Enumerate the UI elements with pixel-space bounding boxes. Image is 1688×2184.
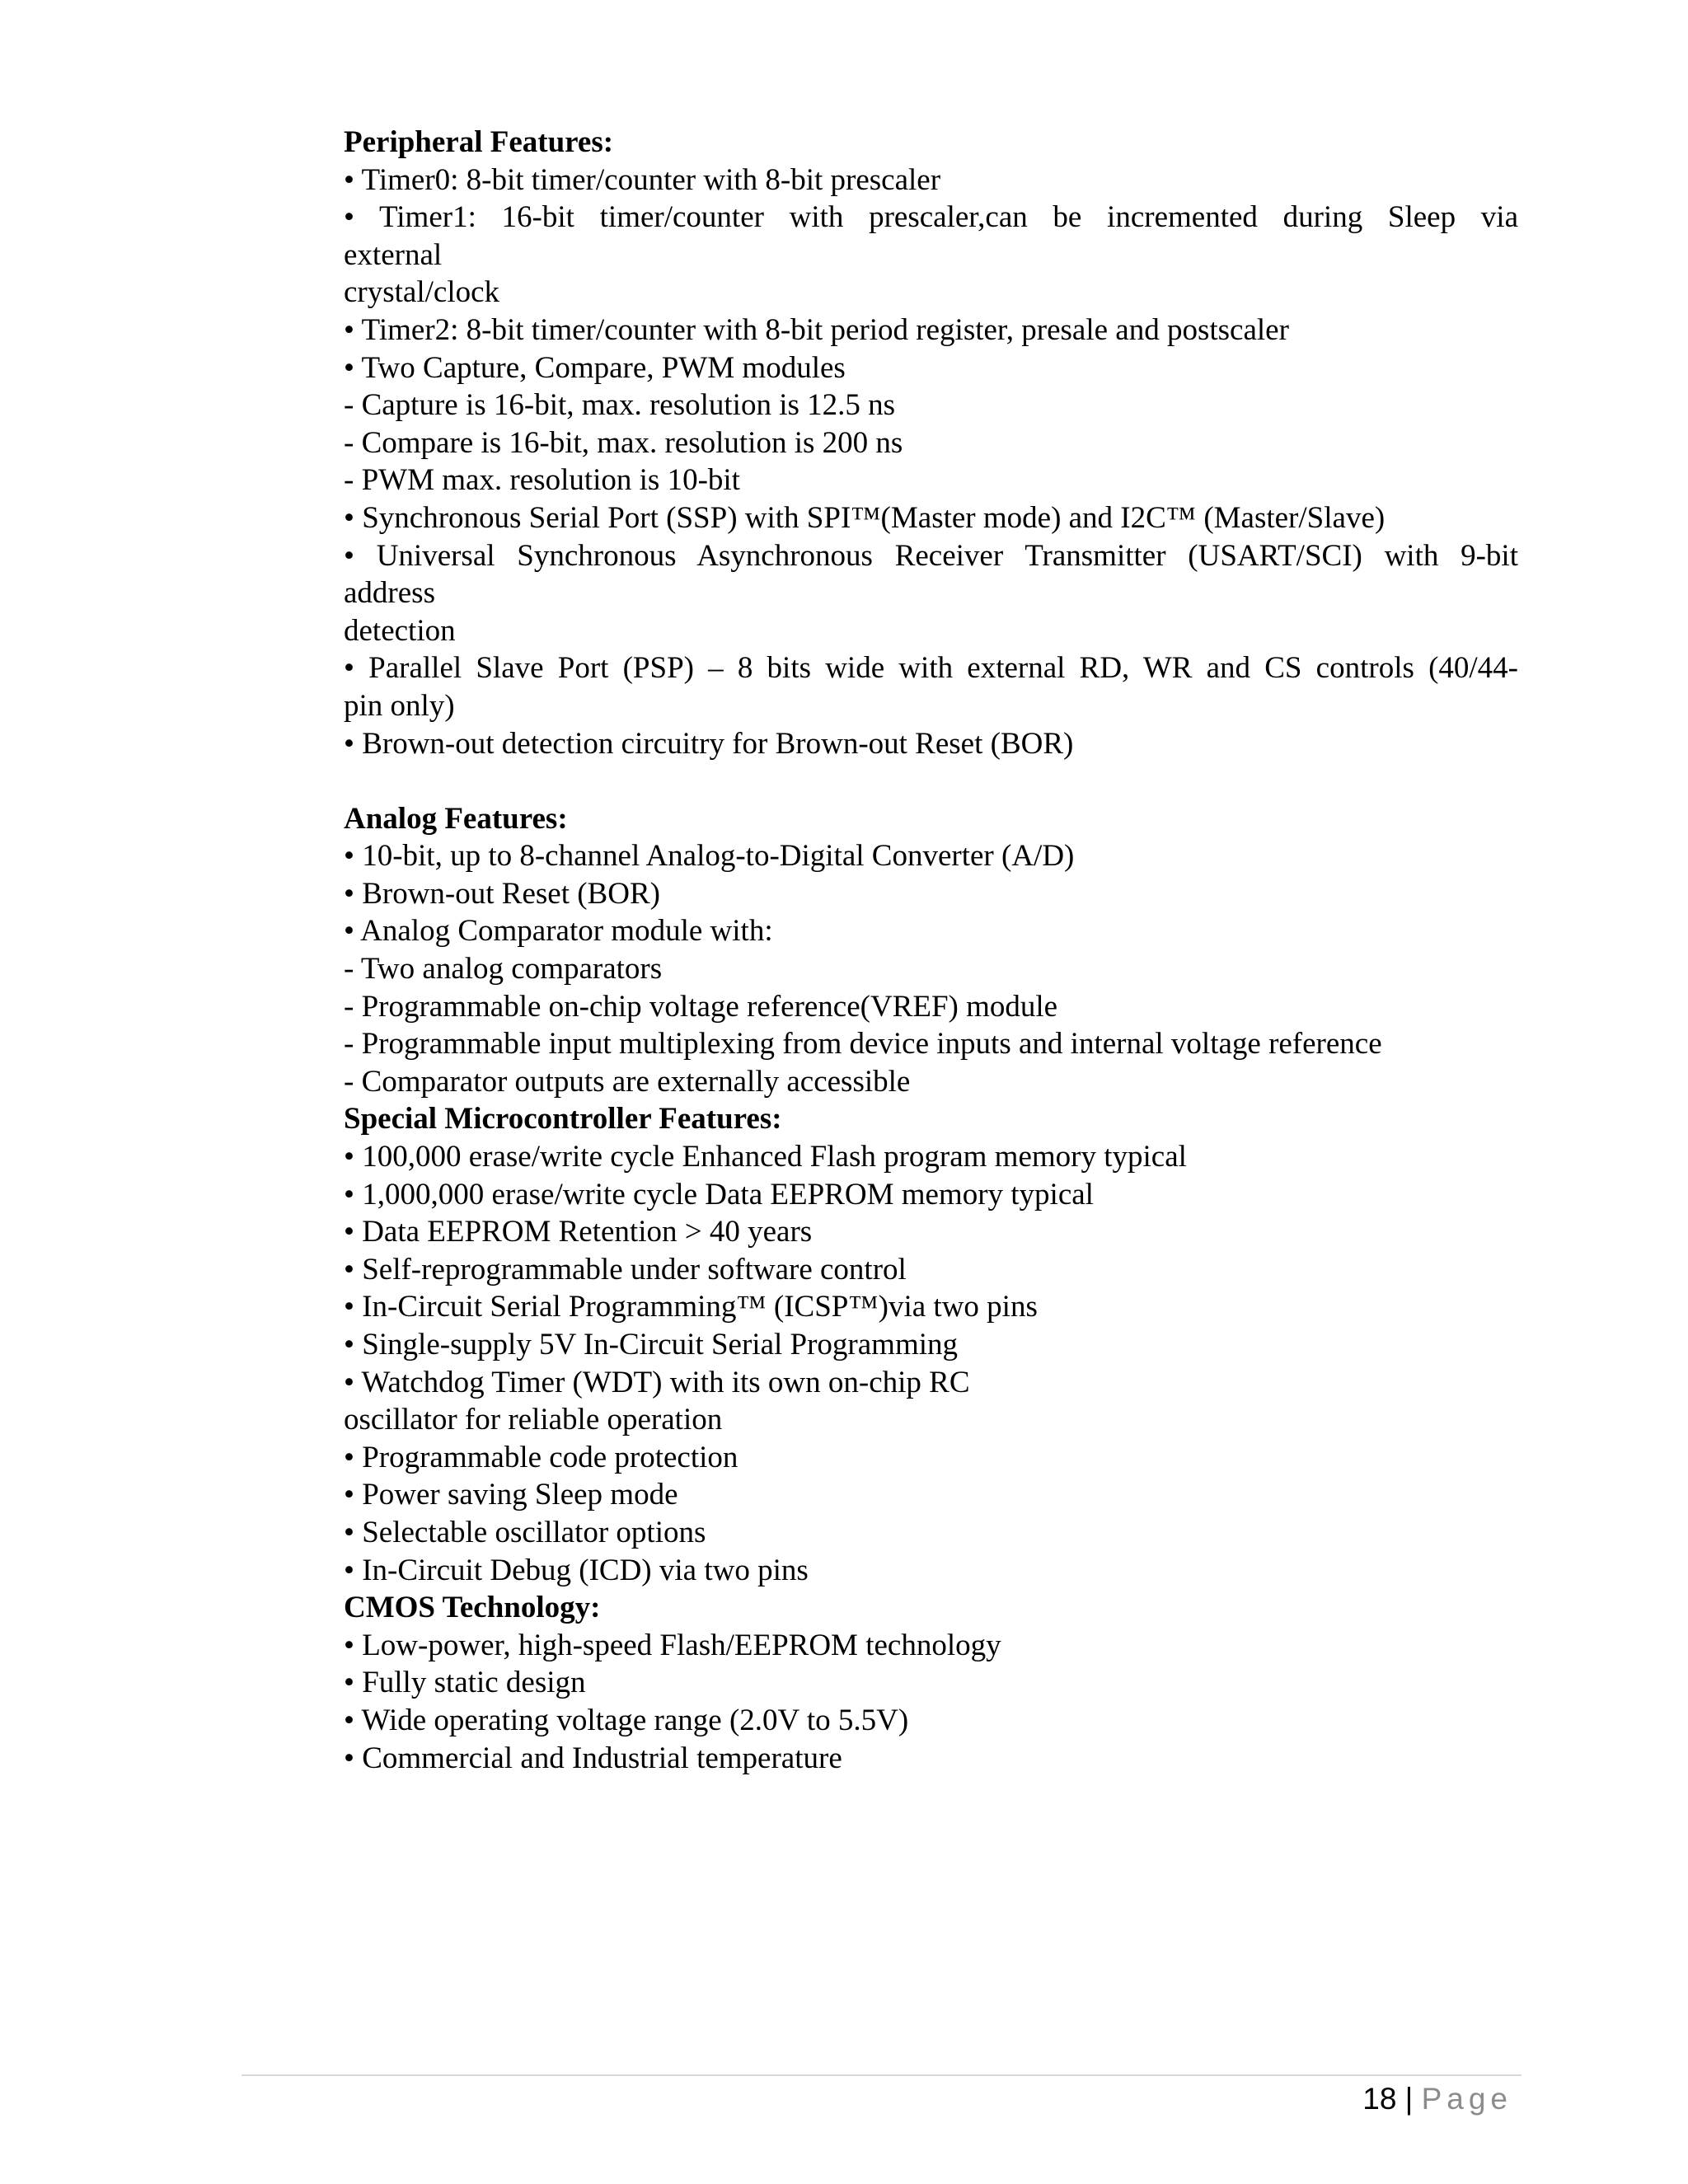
list-item: • Watchdog Timer (WDT) with its own on-chip RC [344,1365,970,1399]
list-item: - Programmable on-chip voltage reference(VREF) module [344,989,1058,1024]
list-item-continuation: oscillator for reliable operation [344,1403,723,1437]
page-label: Page [1421,2082,1512,2116]
list-item: • Timer2: 8-bit timer/counter with 8-bit period register, presale and postscaler [344,312,1289,347]
list-item: • 10-bit, up to 8-channel Analog-to-Digital Converter (A/D) [344,839,1075,874]
section-gap [344,762,1518,800]
list-item-continuation: external [344,237,443,272]
list-item-continuation: crystal/clock [344,275,500,310]
list-item: - PWM max. resolution is 10-bit [344,463,740,498]
list-item: • 100,000 erase/write cycle Enhanced Flash program memory typical [344,1140,1187,1174]
section-heading-cmos: CMOS Technology: [344,1591,601,1625]
list-item: • Timer1: 16-bit timer/counter with prescaler,can be incremented during Sleep via [344,200,1518,235]
list-item: • Fully static design [344,1666,586,1700]
list-item: • Parallel Slave Port (PSP) – 8 bits wide with external RD, WR and CS controls (40/44- [344,651,1518,686]
list-item: - Programmable input multiplexing from device inputs and internal voltage reference [344,1027,1382,1062]
list-item: • Commercial and Industrial temperature [344,1741,842,1775]
list-item: - Comparator outputs are externally accessible [344,1064,911,1099]
list-item: • Timer0: 8-bit timer/counter with 8-bit prescaler [344,162,941,197]
section-heading-analog: Analog Features: [344,801,568,836]
list-item: • Self-reprogrammable under software control [344,1252,907,1286]
footer-divider [241,2074,1522,2076]
list-item: • Brown-out detection circuitry for Brown-out Reset (BOR) [344,726,1074,761]
list-item: • In-Circuit Serial Programming™ (ICSP™)via two pins [344,1290,1038,1324]
list-item: - Two analog comparators [344,952,663,987]
list-item: • Selectable oscillator options [344,1515,706,1549]
list-item: • Power saving Sleep mode [344,1478,678,1512]
list-item-continuation: pin only) [344,688,455,723]
list-item-continuation: address [344,576,435,611]
list-item: • Wide operating voltage range (2.0V to 5.5V) [344,1703,909,1737]
list-item: - Capture is 16-bit, max. resolution is 12.5 ns [344,388,896,423]
list-item: • Data EEPROM Retention > 40 years [344,1215,813,1249]
list-item: • In-Circuit Debug (ICD) via two pins [344,1553,809,1587]
page-number: 18 [1362,2082,1397,2116]
list-item: • Universal Synchronous Asynchronous Receiver Transmitter (USART/SCI) with 9-bit [344,538,1518,573]
list-item: • 1,000,000 erase/write cycle Data EEPROM memory typical [344,1177,1094,1212]
list-item-continuation: detection [344,613,456,648]
page-footer [1362,2079,1512,2120]
list-item: • Brown-out Reset (BOR) [344,876,660,911]
list-item: • Single-supply 5V In-Circuit Serial Programming [344,1328,959,1361]
list-item: • Synchronous Serial Port (SSP) with SPI™(Master mode) and I2C™ (Master/Slave) [344,500,1386,535]
section-heading-special: Special Microcontroller Features: [344,1102,782,1137]
document-body [344,124,1518,1777]
list-item: • Analog Comparator module with: [344,914,773,949]
list-item: • Low-power, high-speed Flash/EEPROM technology [344,1628,1001,1662]
list-item: • Two Capture, Compare, PWM modules [344,350,846,385]
list-item: • Programmable code protection [344,1440,738,1474]
list-item: - Compare is 16-bit, max. resolution is 200 ns [344,425,903,460]
footer-separator: | [1396,2082,1422,2116]
section-heading-peripheral: Peripheral Features: [344,125,614,159]
